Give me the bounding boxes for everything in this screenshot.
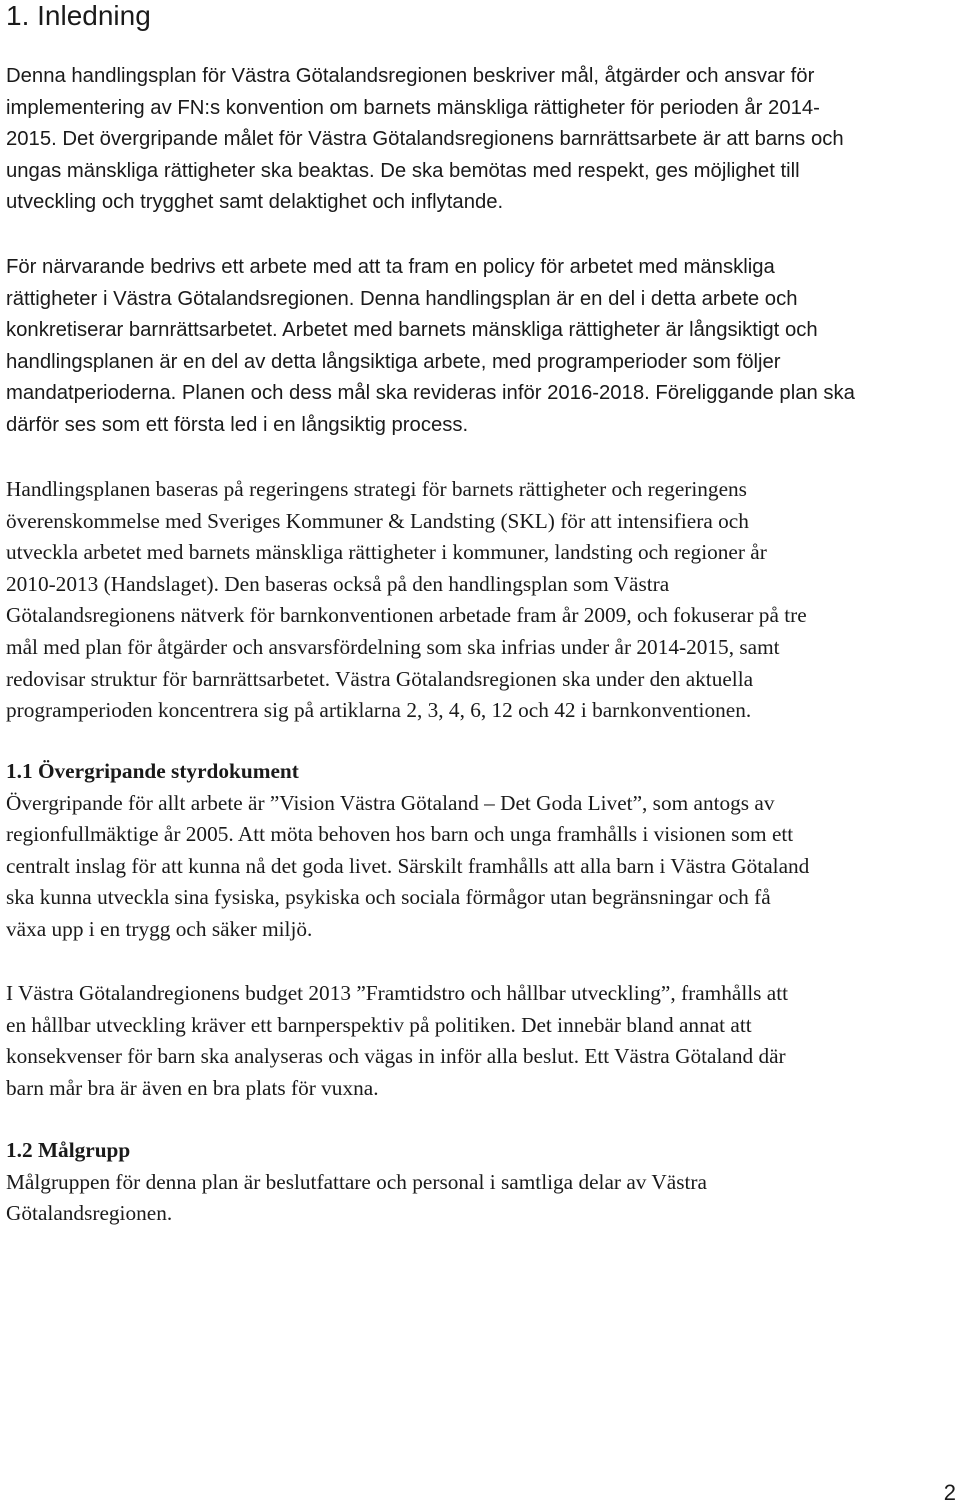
text-line: centralt inslag för att kunna nå det goda livet. Särskilt framhålls att alla barn i Västra Götaland (6, 853, 810, 878)
section-title: 1.2 Målgrupp (6, 1138, 131, 1162)
section-title: 1.1 Övergripande styrdokument (6, 759, 299, 783)
text-line: en hållbar utveckling kräver ett barnperspektiv på politiken. Det innebär bland annat att (6, 1012, 752, 1037)
text-line: utveckling och trygghet samt delaktighet och inflytande. (6, 191, 504, 213)
text-line: Övergripande för allt arbete är ”Vision Västra Götaland – Det Goda Livet”, som antogs av (6, 790, 775, 815)
text-line: implementering av FN:s konvention om barnets mänskliga rättigheter för perioden år 2014- (6, 96, 820, 119)
text-line: mandatperioderna. Planen och dess mål ska revideras inför 2016-2018. Föreliggande plan ska (6, 382, 855, 404)
text-line: rättigheter i Västra Götalandsregionen. Denna handlingsplan är en del i detta arbete och (6, 287, 798, 310)
text-line: barn mår bra är även en bra plats för vuxna. (6, 1075, 379, 1100)
text-line: redovisar struktur för barnrättsarbetet. Västra Götalandsregionen ska under den aktuella (6, 666, 754, 691)
intro-paragraph-2 (6, 252, 954, 441)
text-line: konsekvenser för barn ska analyseras och vägas in inför alla beslut. Ett Västra Götaland där (6, 1044, 786, 1069)
text-line: För närvarande bedrivs ett arbete med att ta fram en policy för arbetet med mänskliga (6, 256, 775, 278)
page-heading: 1. Inledning (6, 0, 151, 31)
text-line: regionfullmäktige år 2005. Att möta behoven hos barn och unga framhålls i visionen som ett (6, 822, 794, 847)
text-line: därför ses som ett första led i en långsiktig process. (6, 413, 469, 436)
section-1-2 (6, 1135, 954, 1230)
text-line: 2010-2013 (Handslaget). Den baseras också på den handlingsplan som Västra (6, 571, 670, 596)
text-line: programperioden koncentrera sig på artiklarna 2, 3, 4, 6, 12 och 42 i barnkonventionen. (6, 698, 752, 723)
text-line: utveckla arbetet med barnets mänskliga rättigheter i kommuner, landsting och regioner år (6, 540, 767, 565)
text-line: Handlingsplanen baseras på regeringens strategi för barnets rättigheter och regeringens (6, 477, 747, 501)
text-line: handlingsplanen är en del av detta långsiktiga arbete, med programperioder som följer (6, 350, 781, 373)
intro-paragraph-3 (6, 474, 954, 727)
section-1-1-paragraph-2 (6, 978, 954, 1104)
text-line: Götalandsregionens nätverk för barnkonventionen arbetade fram år 2009, och fokuserar på tre (6, 603, 807, 628)
text-line: överenskommelse med Sveriges Kommuner & Landsting (SKL) för att intensifiera och (6, 508, 749, 533)
page-number: 2 (943, 1480, 956, 1505)
text-line: Denna handlingsplan för Västra Götalandsregionen beskriver mål, åtgärder och ansvar för (6, 65, 815, 87)
text-line: 2015. Det övergripande målet för Västra Götalandsregionens barnrättsarbete är att barns och (6, 128, 844, 150)
section-1-1 (6, 756, 954, 946)
text-line: I Västra Götalandregionens budget 2013 ”Framtidstro och hållbar utveckling”, framhålls att (6, 981, 789, 1005)
text-line: mål med plan för åtgärder och ansvarsfördelning som ska infrias under år 2014-2015, samt (6, 634, 780, 659)
text-line: ska kunna utveckla sina fysiska, psykiska och sociala förmågor utan begränsningar och få (6, 885, 771, 910)
text-line: ungas mänskliga rättigheter ska beaktas. De ska bemötas med respekt, ges möjlighet till (6, 159, 800, 182)
intro-paragraph-1 (6, 61, 954, 219)
text-line: Målgruppen för denna plan är beslutfattare och personal i samtliga delar av Västra (6, 1169, 707, 1194)
text-line: konkretiserar barnrättsarbetet. Arbetet med barnets mänskliga rättigheter är långsiktigt och (6, 319, 818, 341)
text-line: Götalandsregionen. (6, 1201, 173, 1226)
text-line: växa upp i en trygg och säker miljö. (6, 916, 313, 941)
